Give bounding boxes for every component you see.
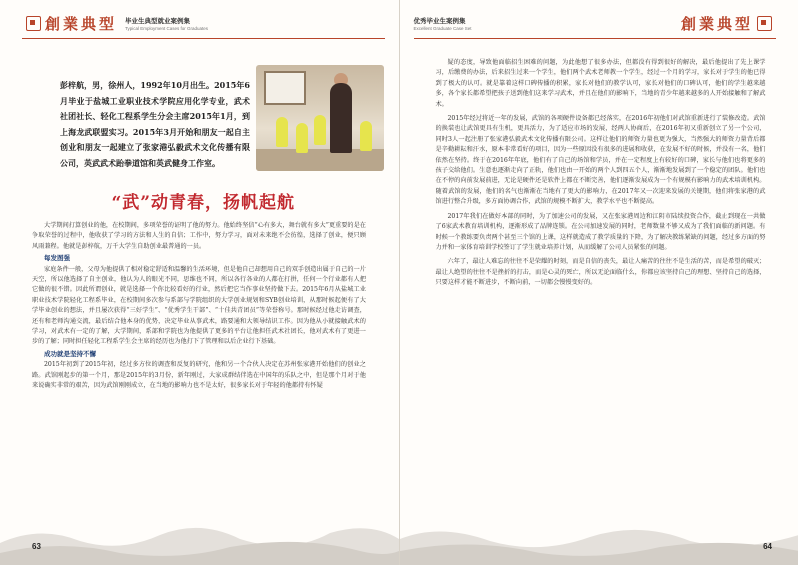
page-number: 63	[32, 542, 41, 551]
seal-icon	[26, 16, 41, 31]
paragraph: 2017年我们在做好本部的同时，为了加速公司的发展，又在张家港周边和江阴市陆续投资合作，截止到现在一共做了6家武术教育培训机构，逐渐形成了品牌连锁。在公司加速发展的同时，老师数量不够又成为了我们面临的新问题。有时候一个教练要负责两个甚至三个馆的上课，这样就造成了教学质量的下降，为了解决教练紧缺的问题，经过多方面的努力并和一家体育培训学校签订了学生就业培养计划，从而缓解了公司人员紧张的问题。	[435, 212, 766, 251]
brand-logo	[22, 13, 117, 34]
header-subtitle: Typical Employment Cases for Graduates	[125, 25, 209, 31]
article-headline: “武”动青春，扬帆起航	[111, 193, 296, 213]
brand-text: 創業典型	[680, 14, 753, 33]
header-divider	[22, 38, 385, 39]
page-number: 64	[763, 542, 772, 551]
ink-mountains	[400, 495, 798, 565]
right-body	[436, 58, 766, 289]
paragraph: 2015年经过将近一年的发展，武馆的各项硬件设备都已经落实，在2016年初他们对武馆重新进行了装修改造。武馆的换装也让武馆更具有生机，更具活力，为了适应市场的发展，经两人协商后，在2016年初又重新创立了另一个公司，同时3人一起注册了张家港弘毅武术文化传播有限公司。这样让他们的师资力量也更为强大，当然强大的师资力量背后都是辛勤耕耘和汗水，原本非常看好的项目，因为一些原因没有很多的进展和收获，在发展不好的时候，并没有一名，他们依然在坚持。终于在2016年年底，他们有了自己的场馆和学员，并在一定程度上有较好的口碑，家长与他们也将更多的孩子交给他们。生意也逐渐走向了正轨，他们也由一开始的两个人到四五个人，渐渐地发展到了一个稳定的团队。他们也在不停的向前发展前进，无论是硬件还是软件上都在不断完善，他们逐渐发展成为一个有规模有影响力的武术培训机构。随着武馆的发展，他们的名气也渐渐在当地有了更大的影响力，在2017年又一次迎来发展的关键期，他们将张家港的武馆进行整合升级，多方面协调合作，武馆的规模不断扩大，教学水平也不断提高。	[435, 115, 766, 206]
header-text	[125, 16, 208, 31]
left-header	[22, 8, 385, 38]
brand-logo	[681, 13, 776, 34]
profile-photo	[256, 65, 384, 171]
paragraph: 大学期间打算创业的他，在校期间，多项荣誉的证明了他的努力。他始终坚信“心有多大，舞台就有多大”更重要的是在争取荣誉的过程中，他收获了学习的方法和人生的自信；工作中，努力学习，面对未来绝不会彷徨，选择了创业，便只顾风雨兼程。他就是彭梓航，万千大学生自助创业最普通的一员。	[32, 222, 366, 250]
paragraph: 疑的态度，导致他面临招生困难的问题，为此他想了很多办法，但都没有得到很好的解决，最后他提出了先上课学习，后缴费的办法，后来招生过来一个学生，他们两个武术老师教一个学生，经过一个月的学习，家长对于学生的他已得到了极大的认可。就是靠着这样口碑传播的积累，家长对他们的教学认可，家长对他们的口碑认可，他们的学生越来越多，各个家长都希望把孩子送到他们这来学习武术，并且在他们的影响下，当地的青少年越来越多的人开始接触和了解武术。	[435, 59, 766, 108]
subheading: 每发图强	[44, 254, 70, 263]
header-title: 优秀毕业生案例集	[413, 17, 466, 25]
seal-icon	[757, 16, 772, 31]
paragraph: 2015年初到了2015年初，经过多方位的调查和反复的研究，他和另一个合伙人决定在苏州张家港开始他们的创业之路。武馆刚起步的第一个月，那是2015年的3月份，新年刚过，大家成群结伴选在中国年的乐队之中，但是那个月对于他来说确实非常的艰苦，因为武馆刚刚成立，在当地的影响力也不是太好，很多家长对于年轻的他都持有怀疑	[32, 361, 366, 390]
paragraph: 六年了，最让人难忘的往往不是荣耀的时刻，而是自信的丧失，最让人痛苦的往往不是生活的苦，而是希望的破灭；最让人绝望的往往不是挫折的打击，而是心灵的死亡，所以无论面临什么，你都应该坚持自己的理想、坚持自己的选择，只要这样才能不断进步，不断向前，一切都会慢慢变好的。	[435, 258, 766, 287]
subheading: 成功就是坚持不懈	[44, 349, 96, 358]
paragraph: 家庭条件一般，父母为他提供了相对稳定舒适和温馨的生活环境，但是他自己却想用自己的双手创造出属于自己的一片天空，所以他选择了自主创业，他认为人的眼光不同，思维也不同，所以各行各业的人都在打拼，任何一个行业都有人把它做的很不错。因此所谓创业，就是选择一个你比较看好的行业，然后把它当作事业坚持做下去。2015年6月从盐城工业职业技术学院轻化工程系毕业，在校期间多次参与系部与学院组织的大学创业规划和SYB创业培训，从那时候起便有了大学毕业创业的想法，并且屡次获得“三好学生”、“优秀学生干部”、“十佳共青团员”等荣誉称号。那时候经过他走访调查，还有和老师沟通交流，最后结合他本身的优势，决定毕业从事武术，路要通和大领导结识工作。因为他从小就接触武术的学习，对武术有一定的了解，大学期间，系部和学院也为他提供了更多的平台让他担任武术社团长，他对武术有了更进一步的了解；同时担任轻化工程系学生会主席的经历也为他打下了管理和以后企业行下基础。	[32, 265, 366, 346]
profile-intro: 彭梓航，男，徐州人，1992年10月出生。2015年6月毕业于盐城工业职业技术学院应用化学专业，武术社团社长、轻化工程系学生分会主席2015年1月，到上海龙武联盟实习。2015年3月开始和朋友一起自主创业和朋友一起建立了张家港弘毅武术文化传播有限公司，英武武术跆拳道馆和英武健身工作室。	[60, 80, 250, 168]
brand-text: 創業典型	[45, 14, 118, 33]
right-page	[400, 0, 798, 565]
header-text	[414, 16, 472, 31]
left-body	[32, 221, 366, 392]
header-divider	[414, 38, 777, 39]
ink-mountains	[0, 495, 399, 565]
header-subtitle: Excellent Graduate Case Set	[413, 25, 472, 31]
right-header	[414, 8, 777, 38]
header-title: 毕业生典型就业案例集	[125, 17, 191, 25]
